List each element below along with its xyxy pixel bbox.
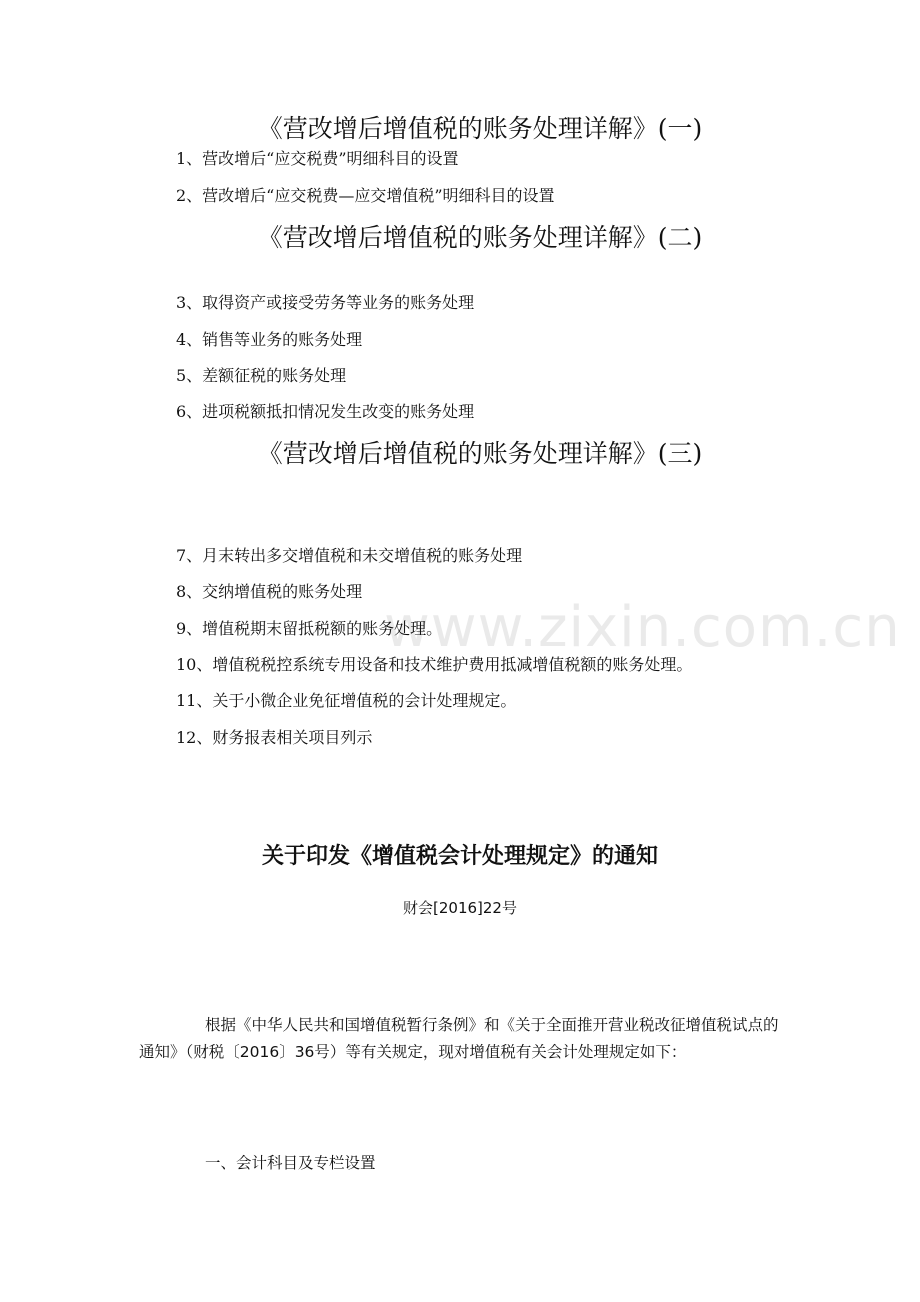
heading-part-2: 《营改增后增值税的账务处理详解》(二) bbox=[257, 223, 703, 252]
list-item: 9、增值税期末留抵税额的账务处理。 bbox=[176, 619, 443, 638]
list-item: 5、差额征税的账务处理 bbox=[176, 366, 347, 385]
list-item: 2、营改增后“应交税费—应交增值税”明细科目的设置 bbox=[176, 186, 555, 205]
list-item: 12、财务报表相关项目列示 bbox=[176, 728, 373, 747]
heading-part-1: 《营改增后增值税的账务处理详解》(一) bbox=[257, 114, 703, 143]
list-item: 7、月末转出多交增值税和未交增值税的账务处理 bbox=[176, 546, 523, 565]
document-number: 财会[2016]22号 bbox=[403, 899, 517, 917]
list-item: 3、取得资产或接受劳务等业务的账务处理 bbox=[176, 293, 475, 312]
list-item: 8、交纳增值税的账务处理 bbox=[176, 582, 363, 601]
intro-paragraph: 根据《中华人民共和国增值税暂行条例》和《关于全面推开营业税改征增值税试点的通知》（财税〔2016〕36号）等有关规定，现对增值税有关会计处理规定如下： bbox=[139, 1016, 779, 1061]
list-item: 11、关于小微企业免征增值税的会计处理规定。 bbox=[176, 691, 517, 710]
watermark: www.zixin.com.cn bbox=[384, 595, 901, 660]
section-heading-one: 一、会计科目及专栏设置 bbox=[205, 1154, 376, 1172]
notice-title: 关于印发《增值税会计处理规定》的通知 bbox=[261, 844, 658, 869]
heading-part-3: 《营改增后增值税的账务处理详解》(三) bbox=[257, 439, 703, 468]
list-item: 10、增值税税控系统专用设备和技术维护费用抵减增值税额的账务处理。 bbox=[176, 655, 693, 674]
list-item: 1、营改增后“应交税费”明细科目的设置 bbox=[176, 149, 459, 168]
list-item: 6、进项税额抵扣情况发生改变的账务处理 bbox=[176, 402, 475, 421]
list-item: 4、销售等业务的账务处理 bbox=[176, 330, 363, 349]
